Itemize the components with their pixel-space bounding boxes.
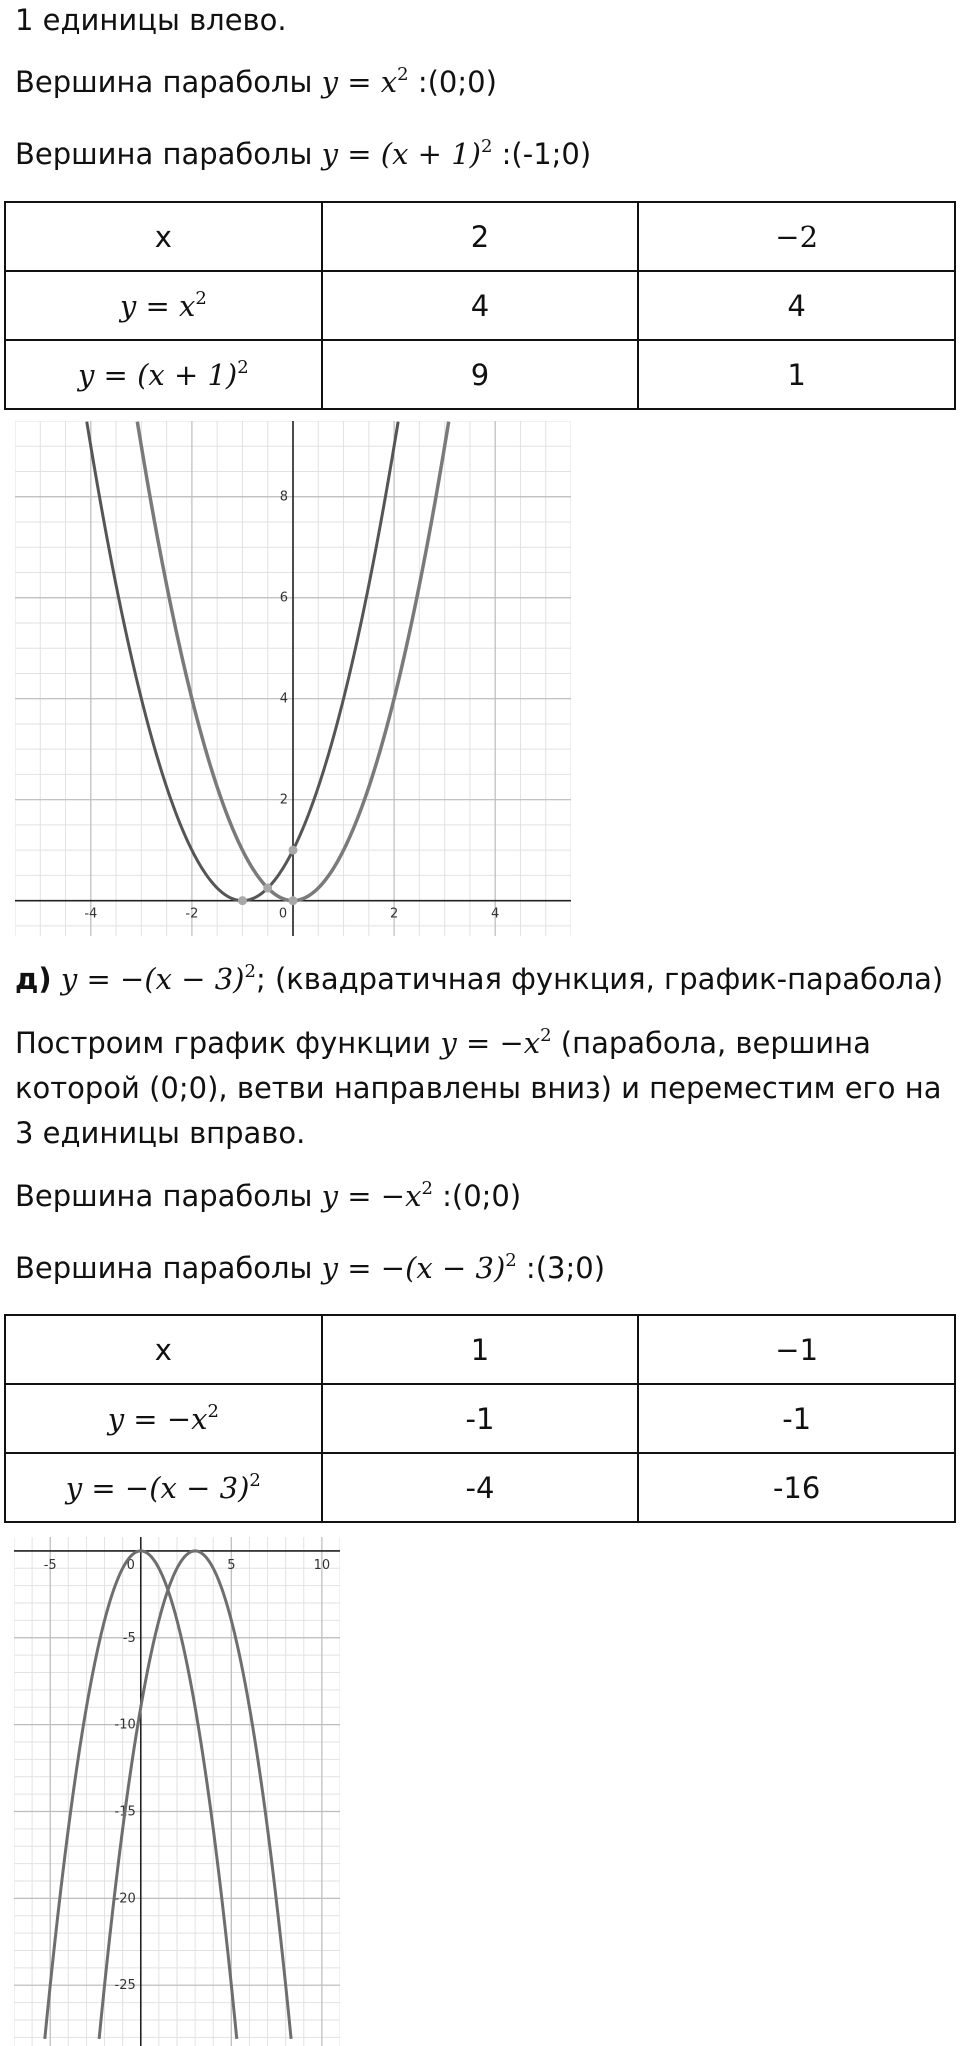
table-cell: 4 xyxy=(638,271,955,340)
vertex-value: :(0;0) xyxy=(432,1179,522,1213)
vertex-label: Вершина параболы xyxy=(15,1179,322,1213)
values-table-2 xyxy=(4,1314,956,1523)
paragraph-text: (парабола, вершина xyxy=(551,1026,871,1060)
section-letter: д) xyxy=(15,962,52,996)
y-tick-label: 2 xyxy=(279,792,288,808)
formula: y = −(x − 3) xyxy=(321,1251,506,1285)
row-formula: y = (x + 1) xyxy=(77,357,238,392)
y-tick-label: -5 xyxy=(122,1630,136,1646)
x-tick-label: 10 xyxy=(313,1557,331,1573)
header-x: x xyxy=(5,1315,322,1384)
exponent: 2 xyxy=(505,1250,517,1271)
x-tick-label: 4 xyxy=(491,906,500,922)
x-tick-label: -2 xyxy=(185,906,199,922)
formula: y = −x xyxy=(440,1026,541,1060)
x-tick-label: -4 xyxy=(84,906,98,922)
vertex-label: Вершина параболы xyxy=(15,137,322,171)
exponent: 2 xyxy=(207,1400,219,1422)
table-row xyxy=(5,271,955,340)
table-cell: -1 xyxy=(322,1384,639,1453)
row-label xyxy=(5,1384,322,1453)
vertex-value: :(0;0) xyxy=(408,65,497,99)
marked-point xyxy=(238,896,247,905)
row-formula: y = x xyxy=(119,288,196,323)
table-cell: 4 xyxy=(322,271,639,340)
formula: y = −(x − 3) xyxy=(51,962,245,996)
table-row xyxy=(5,1315,955,1384)
marked-point xyxy=(263,884,272,893)
x-tick-label: 5 xyxy=(227,1557,236,1573)
table-cell: 9 xyxy=(322,340,639,409)
exponent: 2 xyxy=(480,136,493,157)
table-row xyxy=(5,202,955,271)
y-tick-label: -25 xyxy=(114,1978,136,1994)
header-x: x xyxy=(5,202,322,271)
minor-grid xyxy=(14,1537,340,2046)
table-row xyxy=(5,340,955,409)
parabola-chart-2 xyxy=(14,1537,340,2046)
text-line-1 xyxy=(15,2,287,38)
table-cell: 1 xyxy=(638,340,955,409)
vertex-line-2 xyxy=(15,136,591,172)
row-label xyxy=(5,271,322,340)
paragraph-line-3 xyxy=(15,1115,305,1151)
paragraph-text: 3 единицы вправо. xyxy=(15,1116,306,1150)
table-cell: -16 xyxy=(638,1453,955,1522)
marked-point xyxy=(289,846,298,855)
row-formula: y = −(x − 3) xyxy=(65,1470,250,1505)
header-value: −2 xyxy=(638,202,955,271)
formula: y = −x xyxy=(321,1179,422,1213)
vertex-value: :(3;0) xyxy=(516,1251,606,1285)
row-label xyxy=(5,340,322,409)
y-tick-label: 8 xyxy=(279,489,288,505)
values-table-1 xyxy=(4,201,956,410)
vertex-value: :(-1;0) xyxy=(492,137,592,171)
y-tick-label: -15 xyxy=(114,1804,136,1820)
paragraph-text: которой (0;0), ветви направлены вниз) и переместим его на xyxy=(15,1071,942,1105)
y-tick-label: -10 xyxy=(114,1717,136,1733)
exponent: 2 xyxy=(421,1178,433,1199)
table-cell: -1 xyxy=(638,1384,955,1453)
vertex-line-3 xyxy=(15,1178,521,1214)
exponent: 2 xyxy=(540,1025,552,1046)
line-text: 1 единицы влево. xyxy=(15,3,287,37)
y-tick-label: 4 xyxy=(279,691,288,707)
x-tick-label: 2 xyxy=(389,906,399,922)
section-d-heading xyxy=(15,961,943,997)
table-row xyxy=(5,1384,955,1453)
marked-point xyxy=(289,896,298,905)
description: ; (квадратичная функция, график-парабола) xyxy=(255,962,944,996)
row-formula: y = −x xyxy=(107,1401,208,1436)
header-value: 2 xyxy=(322,202,639,271)
y-tick-label: -20 xyxy=(114,1891,136,1907)
x-tick-label: 0 xyxy=(278,906,288,922)
header-value: −1 xyxy=(638,1315,955,1384)
exponent: 2 xyxy=(397,64,409,85)
formula: y = (x + 1) xyxy=(321,137,481,171)
vertex-label: Вершина параболы xyxy=(15,1251,322,1285)
paragraph-line-1 xyxy=(15,1025,871,1061)
row-label xyxy=(5,1453,322,1522)
paragraph-text: Построим график функции xyxy=(15,1026,441,1060)
parabola-chart-1 xyxy=(15,421,571,936)
x-tick-label: -5 xyxy=(43,1557,57,1573)
formula: y = x xyxy=(321,65,398,99)
vertex-line-1 xyxy=(15,64,497,100)
paragraph-line-2 xyxy=(15,1070,942,1106)
header-value: 1 xyxy=(322,1315,639,1384)
table-row xyxy=(5,1453,955,1522)
y-tick-label: 6 xyxy=(279,590,288,606)
exponent: 2 xyxy=(249,1469,261,1491)
vertex-line-4 xyxy=(15,1250,605,1286)
exponent: 2 xyxy=(244,961,256,982)
vertex-label: Вершина параболы xyxy=(15,65,322,99)
x-tick-label: 0 xyxy=(126,1557,135,1573)
exponent: 2 xyxy=(195,287,207,309)
exponent: 2 xyxy=(237,356,249,378)
table-cell: -4 xyxy=(322,1453,639,1522)
